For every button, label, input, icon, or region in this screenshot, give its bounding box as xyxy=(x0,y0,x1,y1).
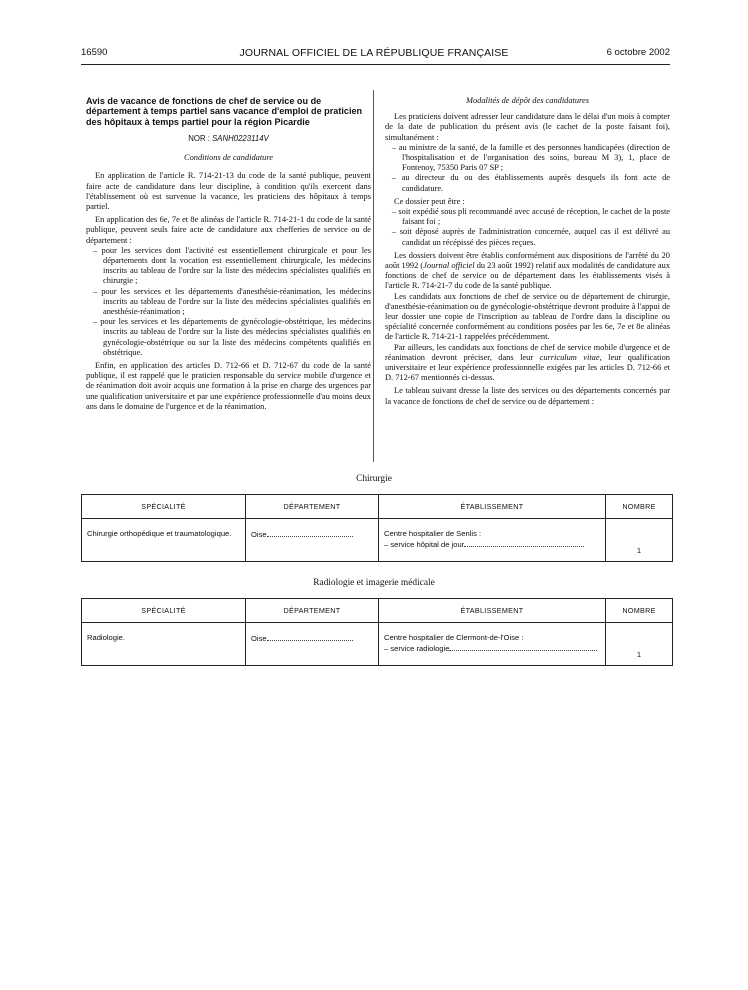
notice-title: Avis de vacance de fonctions de chef de service ou de département à temps partiel sans vacance d'emploi de praticien des hôpitaux à temps partiel pour la région Picardie xyxy=(86,96,363,127)
table-header-row xyxy=(82,495,673,519)
p3-text-italic: Journal officiel xyxy=(423,261,475,271)
cell-etablissement xyxy=(379,519,606,562)
right-paragraph-5 xyxy=(385,343,670,384)
nor-reference xyxy=(86,134,371,144)
table-caption-radiologie: Radiologie et imagerie médicale xyxy=(313,578,435,588)
nor-value: SANH0223114V xyxy=(212,133,269,143)
left-paragraph-3: Enfin, en application des articles D. 712-66 et D. 712-67 du code de la santé publique, il est rappelé que le praticien responsable du service mobile d'urgence et de réanimation doit avoir acquis une formation à la prise en charge des urgences par une qualification universitaire et par une expérience professionnelle d'au moins deux ans dans le domaine de l'urgence et de la réanimation. xyxy=(86,360,371,411)
header-rule xyxy=(81,64,670,65)
service-value: – service radiologie xyxy=(384,644,450,653)
etablissement-line-2 xyxy=(384,643,600,654)
departement-value: Oise xyxy=(251,530,267,539)
cell-departement xyxy=(246,623,379,666)
departement-value: Oise xyxy=(251,634,267,643)
page-number: 16590 xyxy=(81,47,108,58)
journal-title: JOURNAL OFFICIEL DE LA RÉPUBLIQUE FRANÇAISE xyxy=(239,47,509,59)
cell-specialite: Radiologie. xyxy=(82,623,246,666)
list-item: – pour les services dont l'activité est essentiellement chirurgicale et pour les départements dont la vocation est essentiellement chirurgicale, les médecins inscrits au tableau de l'ordre sur la liste des médecins spécialistes qualifiés en chirurgie ; xyxy=(86,246,371,287)
header-etablissement: ÉTABLISSEMENT xyxy=(379,599,606,623)
cell-specialite: Chirurgie orthopédique et traumatologique. xyxy=(82,519,246,562)
right-paragraph-2: Ce dossier peut être : xyxy=(394,196,465,206)
cell-departement xyxy=(246,519,379,562)
table-row xyxy=(82,623,673,666)
recipients-list xyxy=(385,143,670,194)
column-divider xyxy=(373,90,374,462)
list-item: – au directeur du ou des établissements auprès desquels ils font acte de candidature. xyxy=(385,173,670,193)
right-paragraph-1: Les praticiens doivent adresser leur candidature dans le délai d'un mois à compter de la date de publication du présent avis (le cachet de la poste faisant foi), simultanément : xyxy=(385,112,670,142)
list-item: – soit déposé auprès de l'administration concernée, auquel cas il est délivré au candidat un récépissé des pièces reçues. xyxy=(385,227,670,247)
dot-leader xyxy=(449,643,597,651)
issue-date: 6 octobre 2002 xyxy=(606,47,670,58)
p3-text-a: Les dossiers doivent être établis conformément aux dispositions de l'arrêté du 20 août 1992 ( xyxy=(385,250,670,271)
etablissement-line-2 xyxy=(384,539,600,550)
cell-etablissement xyxy=(379,623,606,666)
right-paragraph-3 xyxy=(385,251,670,292)
p3-text-b: du 23 août 1992) relatif aux modalités de candidature aux fonctions de chef de service ou de département dans les établissements visés à l'article R. 714-21-7 du code de la santé publique. xyxy=(385,261,671,291)
right-column xyxy=(385,96,670,407)
table-caption-chirurgie: Chirurgie xyxy=(356,474,392,484)
p5-text-a: Par ailleurs, les candidats aux fonctions de chef de service mobile d'urgence et de réanimation devront préciser, dans leur xyxy=(385,342,670,362)
header-etablissement: ÉTABLISSEMENT xyxy=(379,495,606,519)
sending-list xyxy=(385,207,670,248)
header-departement: DÉPARTEMENT xyxy=(246,599,379,623)
etablissement-line-1: Centre hospitalier de Clermont-de-l'Oise : xyxy=(384,633,524,642)
cell-nombre: 1 xyxy=(606,623,673,666)
header-nombre: NOMBRE xyxy=(606,599,673,623)
right-paragraph-4: Les candidats aux fonctions de chef de service ou de département de chirurgie, d'anesthésie-réanimation ou de gynécologie-obstétrique devront produire à l'appui de leur dossier une copie de l'inscription au tableau de l'ordre dans la discipline ou spécialité concernée conformément au conditions posées par les 6e, 7e et 8e alinéas de l'article R. 714-21-1 rappelées précédemment. xyxy=(385,291,670,342)
conditions-heading: Conditions de candidature xyxy=(183,153,274,163)
dot-leader xyxy=(267,529,353,537)
left-paragraph-1: En application de l'article R. 714-21-13 du code de la santé publique, peuvent faire acte de candidature dans leur discipline, à condition qu'ils exercent dans l'établissement où est survenue la vacance, les praticiens des hôpitaux à temps partiel. xyxy=(86,171,371,211)
dot-leader xyxy=(267,633,353,641)
p5-text-italic: curriculum vitae xyxy=(539,352,600,362)
dot-leader xyxy=(464,539,584,547)
table-header-row xyxy=(82,599,673,623)
left-paragraph-2: En application des 6e, 7e et 8e alinéas de l'article R. 714-21-1 du code de la santé publique, peuvent seuls faire acte de candidature aux chefferies de service ou de département : xyxy=(86,215,371,245)
p5-text-b: , leur qualification universitaire et leur expérience professionnelle exigées par les articles D. 712-66 et D. 712-67 mentionnés ci-dessus. xyxy=(385,352,670,383)
header-specialite: SPÉCIALITÉ xyxy=(82,599,246,623)
table-row xyxy=(82,519,673,562)
etablissement-line-1: Centre hospitalier de Senlis : xyxy=(384,529,482,538)
left-column xyxy=(86,96,371,412)
header-specialite: SPÉCIALITÉ xyxy=(82,495,246,519)
deposit-heading: Modalités de dépôt des candidatures xyxy=(466,96,589,105)
header-nombre: NOMBRE xyxy=(606,495,673,519)
service-value: – service hôpital de jour xyxy=(384,540,465,549)
list-item: – soit expédié sous pli recommandé avec accusé de réception, le cachet de la poste faisant foi ; xyxy=(385,207,670,227)
right-paragraph-6: Le tableau suivant dresse la liste des services ou des départements concernés par la vacance de fonctions de chef de service ou de département : xyxy=(385,386,670,406)
header-departement: DÉPARTEMENT xyxy=(246,495,379,519)
nor-label: NOR : xyxy=(188,133,210,143)
list-item: – au ministre de la santé, de la famille et des personnes handicapées (direction de l'hospitalisation et de l'organisation des soins, bureau M 3), 1, place de Fontenoy, 75350 Paris 07 SP ; xyxy=(385,143,670,174)
table-radiologie xyxy=(81,598,673,666)
cell-nombre: 1 xyxy=(606,519,673,562)
list-item: – pour les services et les départements de gynécologie-obstétrique, les médecins inscrits au tableau de l'ordre sur la liste des médecins spécialistes qualifiés en gynécologie-obstétrique ou sur la liste des médecins compétents qualifiés en obstétrique. xyxy=(86,317,371,358)
list-item: – pour les services et les départements d'anesthésie-réanimation, les médecins inscrits au tableau de l'ordre sur la liste des médecins spécialistes qualifiés en anesthésie-réanimation ; xyxy=(86,287,371,318)
table-chirurgie xyxy=(81,494,673,562)
conditions-list xyxy=(86,246,371,358)
